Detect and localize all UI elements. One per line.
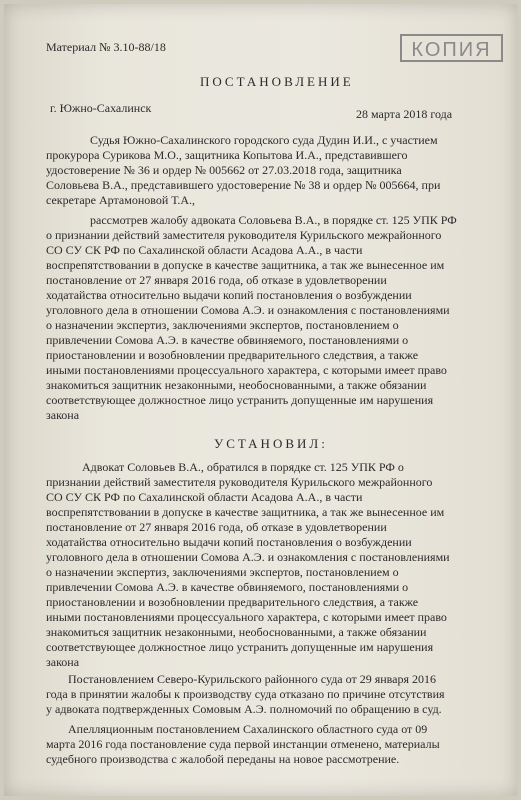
considering-line: рассмотрев жалобу адвоката Соловьева В.А., в порядке ст. 125 УПК РФ xyxy=(90,213,457,227)
ruling-line: у адвоката подтвержденных Сомовым А.Э. полномочий по обращению в суд. xyxy=(46,702,442,716)
ruling-line: марта 2016 года постановление суда первой инстанции отменено, материалы xyxy=(46,737,440,751)
intro-paragraph xyxy=(46,133,440,208)
established-line: иными постановлениями процессуального характера, с которыми имеет право xyxy=(46,610,447,624)
considering-paragraph xyxy=(46,213,457,423)
intro-line: Судья Южно-Сахалинского городского суда Дудин И.И., с участием xyxy=(90,133,438,147)
established-line: Адвокат Соловьев В.А., обратился в порядке ст. 125 УПК РФ о xyxy=(82,460,404,474)
considering-line: знакомиться защитник незаконными, необоснованными, а также обязании xyxy=(46,378,427,392)
considering-line: постановление от 27 января 2016 года, об отказе в удовлетворении xyxy=(46,273,387,287)
established-line: соответствующее должностное лицо устранить допущенные им нарушения xyxy=(46,640,434,654)
considering-line: о признании действий заместителя руководителя Курильского межрайонного xyxy=(46,228,442,242)
considering-line: привлечении Сомова А.Э. в качестве обвиняемого, постановлениями о xyxy=(46,333,409,347)
established-line: уголовного дела в отношении Сомова А.Э. и ознакомления с постановлениями xyxy=(46,550,450,564)
material-number: Материал № 3.10-88/18 xyxy=(46,40,166,54)
intro-line: секретаре Артамоновой Т.А., xyxy=(46,193,196,207)
ruling-paragraph-2 xyxy=(46,722,440,767)
established-line: постановление от 27 января 2016 года, об отказе в удовлетворении xyxy=(46,520,387,534)
intro-line: прокурора Сурикова М.О., защитника Копытова И.А., представившего xyxy=(46,148,408,162)
established-line: ходатайства относительно выдачи копий постановления о возбуждении xyxy=(46,535,412,549)
considering-line: соответствующее должностное лицо устранить допущенные им нарушения xyxy=(46,393,434,407)
established-line: знакомиться защитник незаконными, необоснованными, а также обязании xyxy=(46,625,427,639)
established-line: воспрепятствовании в допуске в качестве защитника, а так же вынесенное им xyxy=(46,505,445,519)
established-line: о назначении экспертиз, заключениями экспертов, постановлением о xyxy=(46,565,399,579)
established-line: признании действий заместителя руководителя Курильского межрайонного xyxy=(46,475,433,489)
established-paragraph xyxy=(46,460,450,670)
considering-line: закона xyxy=(46,408,80,422)
considering-line: воспрепятствовании в допуске в качестве защитника, а так же вынесенное им xyxy=(46,258,445,272)
considering-line: уголовного дела в отношении Сомова А.Э. и ознакомления с постановлениями xyxy=(46,303,450,317)
considering-line: приостановлении и возобновлении предварительного следствия, а также xyxy=(46,348,419,362)
considering-line: СО СУ СК РФ по Сахалинской области Асадова А.А., в части xyxy=(46,243,363,257)
city: г. Южно-Сахалинск xyxy=(50,101,152,115)
ruling-line: года в принятии жалобы к производству суда отказано по причине отсутствия xyxy=(46,687,445,701)
established-line: СО СУ СК РФ по Сахалинской области Асадова А.А., в части xyxy=(46,490,363,504)
document-title: ПОСТАНОВЛЕНИЕ xyxy=(200,74,354,89)
copy-stamp: КОПИЯ xyxy=(400,34,503,62)
ruling-line: Апелляционным постановлением Сахалинского областного суда от 09 xyxy=(68,722,428,736)
established-line: приостановлении и возобновлении предварительного следствия, а также xyxy=(46,595,419,609)
ruling-line: Постановлением Северо-Курильского районного суда от 29 января 2016 xyxy=(68,672,437,686)
considering-line: о назначении экспертиз, заключениями экспертов, постановлением о xyxy=(46,318,399,332)
established-line: привлечении Сомова А.Э. в качестве обвиняемого, постановлениями о xyxy=(46,580,409,594)
considering-line: иными постановлениями процессуального характера, с которыми имеет право xyxy=(46,363,447,377)
date: 28 марта 2018 года xyxy=(356,107,453,121)
intro-line: удостоверение № 36 и ордер № 005662 от 27.03.2018 года, защитника xyxy=(46,163,402,177)
ruling-paragraph-1 xyxy=(46,672,445,717)
established-heading: УСТАНОВИЛ: xyxy=(214,436,328,451)
intro-line: Соловьева В.А., представившего удостоверение № 38 и ордер № 005664, при xyxy=(46,178,441,192)
document-page xyxy=(4,4,517,796)
ruling-line: судебного производства с жалобой переданы на новое рассмотрение. xyxy=(46,752,400,766)
considering-line: ходатайства относительно выдачи копий постановления о возбуждении xyxy=(46,288,412,302)
established-line: закона xyxy=(46,655,80,669)
